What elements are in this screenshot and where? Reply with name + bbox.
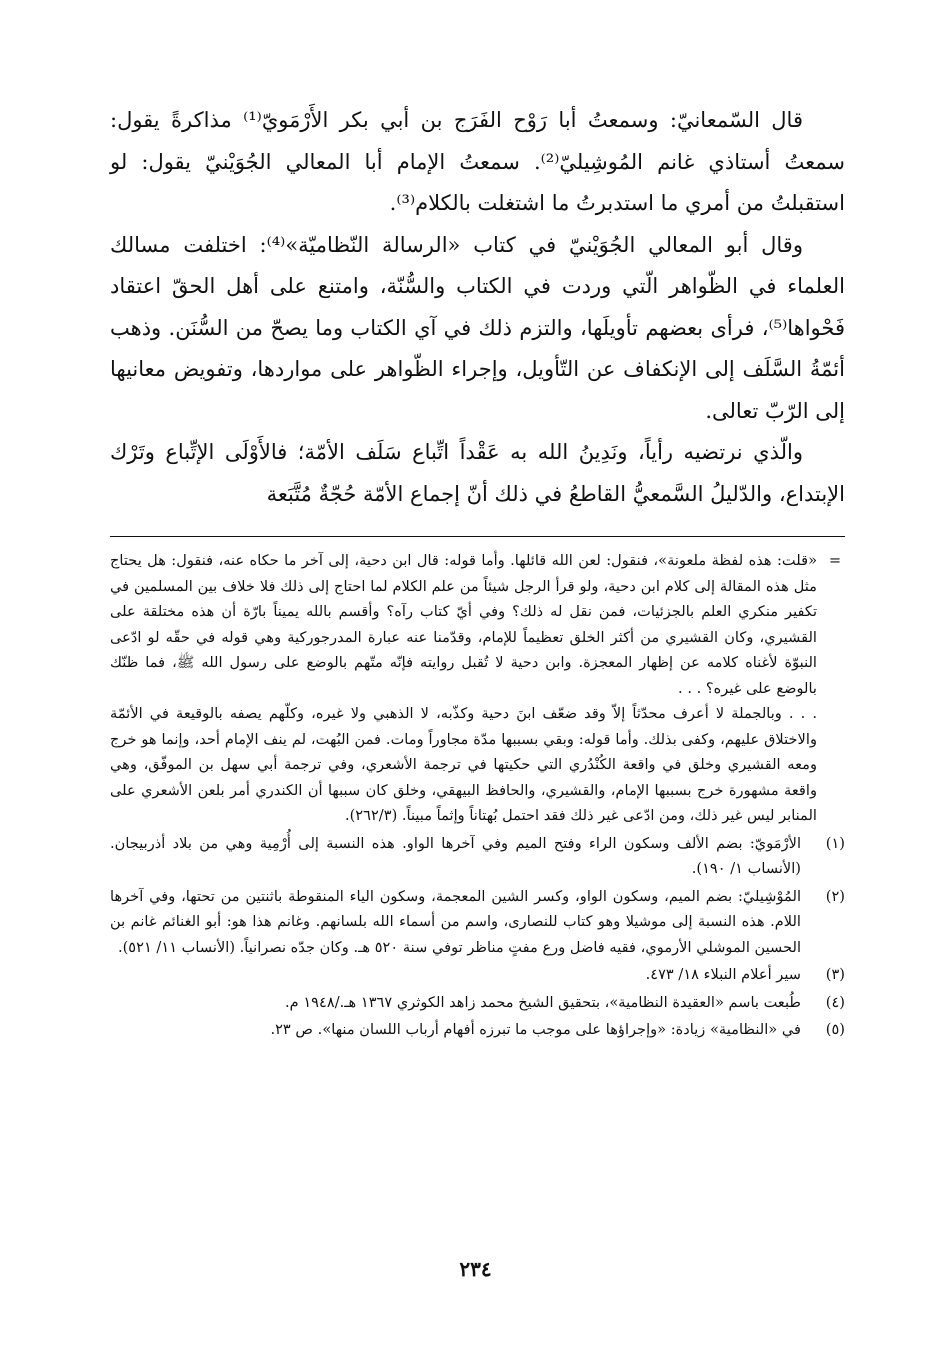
- main-paragraph: والّذي نرتضيه رأياً، ونَدِينُ الله به عَقْداً اتِّباع سَلَف الأمّة؛ فالأَوْلَى الإتِّباع وتَرْك الإبتداع، والدّليلُ السَّمعيُّ القاطعُ في ذلك أنّ إجماع الأمّة حُجّةٌ مُتَّبَعة: [110, 440, 845, 506]
- footnote-text: الأرْمَويّ: بضم الألف وسكون الراء وفتح الميم وفي آخرها الواو. هذه النسبة إلى أُرْمِية وهي من بلاد أذربيجان. (الأنساب ١/ ١٩٠).: [110, 834, 801, 877]
- footnote-text: سير أعلام النبلاء ١٨/ ٤٧٣.: [645, 966, 801, 983]
- footnote-number: (٥): [825, 1021, 845, 1038]
- main-text-body: [110, 100, 845, 515]
- footnote-item: [110, 1017, 845, 1043]
- footnote-text: المُوْشِيليّ: بضم الميم، وسكون الواو، وكسر الشين المعجمة، وسكون الياء المنقوطة باثنتين من تحتها، وفي آخرها اللام. هذه النسبة إلى موشيلا وهو كتاب للنصارى، واسم من أسماء الله بلسانهم. وغانم هذا هو: أبو الغنائم غانم بن الحسين الموشلي الأرموي، فقيه فاضل ورع مفتٍ مناظر توفي سنة ٥٢٠ هـ. وكان جدّه نصرانياً. (الأنساب ١١/ ٥٢١).: [110, 887, 801, 956]
- footnote-number: (١): [825, 834, 845, 852]
- continued-footnote-paragraph: «قلت: هذه لفظة ملعونة»، فنقول: لعن الله قائلها. وأما قوله: قال ابن دحية، إلى آخر ما حكاه عنه، فنقول: هل يحتاج مثل هذه المقالة إلى كلام ابن دحية، ولو قرأ الرجل شيئاً من علم الكلام لما احتاج إلى ذلك فلا خلاف بين المسلمين في تكفير منكري العلم بالجزئيات، فمن نقل له ذلك؟ وفي أيّ كتاب رآه؟ وأقسم بالله يميناً بارّة أن هذه مختلقة على القشيري، وكان القشيري من أكثر الخلق تعظيماً للإمام، وقدّمنا عنه عبارة المدرجوركية وهي قوله في حقّه لو ادّعى النبوّة لأغناه كلامه عن إظهار المعجزة. وابن دحية لا تُقبل روايته فإنّه متّهم بالوضع على رسول الله ﷺ، فما ظنّك بالوضع على غيره؟ . . .: [110, 552, 817, 697]
- continuation-marker: =: [828, 552, 842, 569]
- footnote-item: [110, 884, 845, 961]
- footnote-number: (٣): [825, 966, 845, 983]
- footnotes-section: [110, 548, 845, 1043]
- main-paragraph: وقال أبو المعالي الجُوَيْنيّ في كتاب «الرسالة النّظاميّة»⁽⁴⁾: اختلفت مسالك العلماء في الظّواهر الّتي وردت في الكتاب والسُّنّة، وامتنع على أهل الحقّ اعتقاد فَحْواها⁽⁵⁾، فرأى بعضهم تأويلَها، والتزم ذلك في آي الكتاب وما يصحّ من السُّنَن. وذهب أئمّةُ السَّلَف إلى الإنكفاف عن التّأويل، وإجراء الظّواهر على مواردها، وتفويض معانيها إلى الرّبّ تعالى.: [110, 232, 845, 423]
- footnote-number: (٢): [825, 887, 845, 905]
- footnote-item: [110, 990, 845, 1016]
- footnote-separator-rule: [110, 536, 845, 537]
- footnote-number: (٤): [825, 993, 845, 1011]
- page-number: ٢٣٤: [459, 1257, 492, 1281]
- footnote-text: طُبعت باسم «العقيدة النظامية»، بتحقيق الشيخ محمد زاهد الكوثري ١٣٦٧ هـ./١٩٤٨ م.: [285, 993, 801, 1011]
- footnote-item: [110, 962, 845, 988]
- continued-footnote-paragraph: . . . وبالجملة لا أعرف محدّثاً إلاّ وقد ضعّف ابنَ دحية وكذّبه، لا الذهبي ولا غيره، وكلّهم يصفه بالوقيعة في الأئمّة والاختلاق عليهم، وكفى بذلك. وأما قوله: وبقي بسببها مدّة مجاوراً ومات. فمن البُهت، لم ينف الإمام أحد، وإنما هو خرج ومعه القشيري وخلق في واقعة الكُنْدُري التي حكيتها في ترجمة الأشعري، وفي ترجمة أبي سهل بن الموفّق، وهي واقعة مشهورة خرج بسببها الإمام، والقشيري، والحافظ البيهقي، وخلق كان سببها أن الكندري أمر بلعن الأشعري على المنابر ليس غير ذلك، ومن ادّعى غير ذلك فقد احتمل بُهتاناً وإثماً مبيناً. (٢٦٢/٣).: [110, 705, 817, 824]
- footnote-text: في «النظامية» زيادة: «وإجراؤها على موجب ما تبرزه أفهام أرباب اللسان منها». ص ٢٣.: [270, 1021, 801, 1038]
- footnote-item: [110, 831, 845, 882]
- main-paragraph: قال السّمعانيّ: وسمعتُ أبا رَوْح الفَرَج بن أبي بكر الأَرْمَويّ⁽¹⁾ مذاكرةً يقول: سمعتُ أستاذي غانم المُوشِيليّ⁽²⁾. سمعتُ الإمام أبا المعالي الجُوَيْنيّ يقول: لو استقبلتُ من أمري ما استدبرتُ ما اشتغلت بالكلام⁽³⁾.: [110, 108, 845, 215]
- continued-footnote: [110, 548, 845, 829]
